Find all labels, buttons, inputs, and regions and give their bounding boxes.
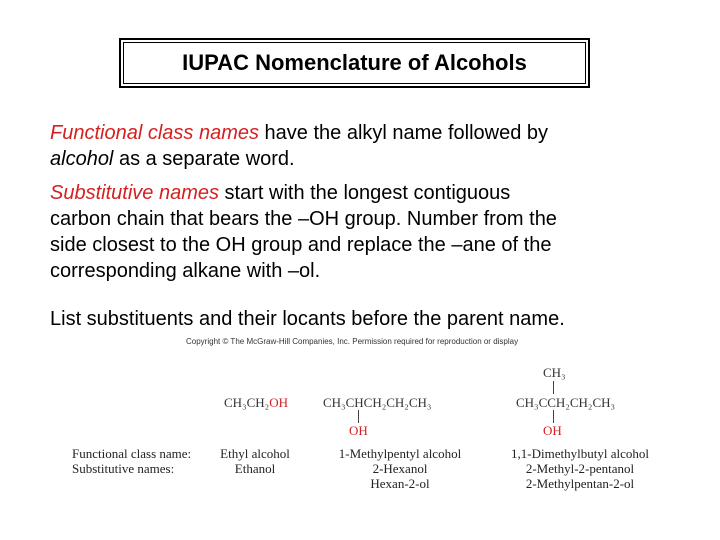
title-box — [119, 38, 590, 88]
term-functional-class-names: Functional class names — [50, 122, 259, 144]
name-2-hexanol: 2-Hexanol — [372, 461, 428, 476]
name-1-1-dimethylbutyl-alcohol: 1,1-Dimethylbutyl alcohol — [511, 446, 649, 461]
formula-ethanol-oh: OH — [269, 395, 288, 410]
name-1-methylpentyl-alcohol: 1-Methylpentyl alcohol — [338, 446, 462, 461]
oh-2-methyl-2-pentanol: OH — [543, 423, 562, 438]
p2-line4: corresponding alkane with –ol. — [50, 260, 321, 282]
term-alcohol: alcohol — [50, 148, 114, 170]
name-2-methylpentan-2-ol: 2-Methylpentan-2-ol — [525, 476, 635, 491]
formula-ethanol — [224, 395, 288, 411]
p2-line3: side closest to the OH group and replace the –ane of the — [50, 234, 552, 256]
bond-line-pentanol — [553, 410, 554, 423]
formula-ethanol-prefix: CH₃CH₂ — [224, 395, 270, 410]
p1-rest: have the alkyl name followed by — [258, 122, 549, 144]
bond-line-hexanol — [358, 410, 359, 423]
name-2-methyl-2-pentanol: 2-Methyl-2-pentanol — [525, 461, 635, 476]
copyright-notice: Copyright © The McGraw-Hill Companies, Inc. Permission required for reproduction or display — [186, 337, 519, 346]
paragraph-substitutive — [50, 180, 700, 284]
name-hexan-2-ol: Hexan-2-ol — [370, 476, 430, 491]
name-ethanol: Ethanol — [234, 461, 276, 476]
p3-text: List substituents and their locants before the parent name. — [50, 308, 565, 330]
row-label-substitutive: Substitutive names: — [72, 461, 175, 476]
paragraph-functional-class — [50, 120, 700, 172]
p2-line2: carbon chain that bears the –OH group. Number from the — [50, 208, 557, 230]
formula-2-hexanol: CH₃CHCH₂CH₂CH₃ — [323, 395, 432, 410]
p1-end: as a separate word. — [113, 148, 295, 170]
paragraph-substituents — [50, 306, 700, 332]
formula-2-methyl-2-pentanol: CH₃CCH₂CH₂CH₃ — [516, 395, 616, 410]
term-substitutive-names: Substitutive names — [50, 182, 219, 204]
bond-line-methyl — [553, 381, 554, 394]
p2-rest: start with the longest contiguous — [218, 182, 511, 204]
row-label-functional: Functional class name: — [72, 446, 192, 461]
slide-title: IUPAC Nomenclature of Alcohols — [182, 50, 527, 75]
name-ethyl-alcohol: Ethyl alcohol — [220, 446, 290, 461]
oh-2-hexanol: OH — [349, 423, 368, 438]
methyl-top-label: CH₃ — [543, 365, 566, 380]
